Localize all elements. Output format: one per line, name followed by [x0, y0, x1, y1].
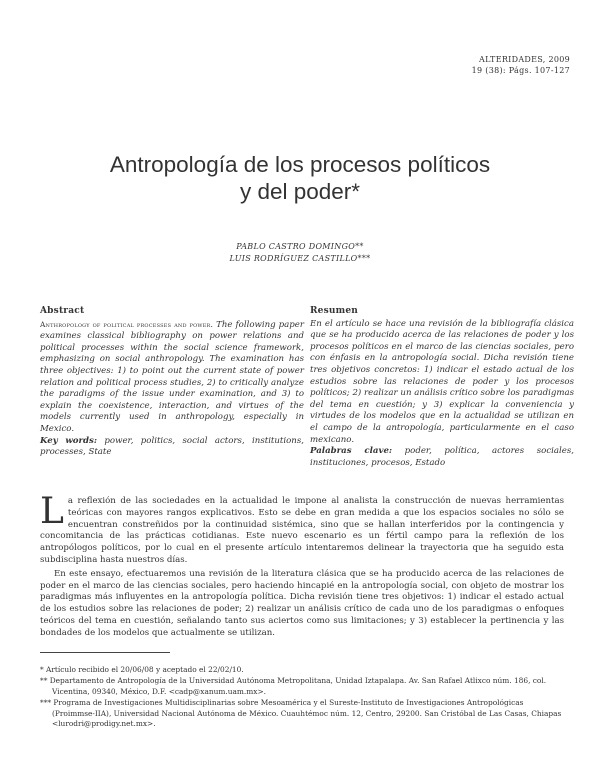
abstract-keywords [40, 436, 304, 459]
palabras-clave-text: poder, política, actores sociales, instituciones, procesos, Estado [310, 446, 574, 468]
abstract-body [40, 319, 304, 436]
footnotes [40, 665, 564, 729]
title-line-2: y del poder* [239, 179, 361, 204]
author-list [0, 241, 600, 265]
palabras-clave-label: Palabras clave: [310, 446, 393, 457]
article-title [0, 151, 600, 205]
abstract-section [40, 306, 304, 459]
abstract-text: The following paper examines classical bibliography on power relations and political processes within the social science framework, emphasizing on social anthropology. The examination has three objectives: 1) to point out the current state of power relation and political process studies, 2) to critically analyze the paradigms of the issue under examination, and 3) to explain the coexistence, interaction, and virtues of the models currently used in anthropology, especially in Mexico. [40, 319, 304, 434]
paragraph-1-text: a reflexión de las sociedades en la actualidad le impone al analista la construcción de nuevas herramientas teóricas con mayores rangos explicativos. Esto se debe en gran medida a que los espacios sociales no sólo se encuentran constreñidos por la continuidad sistémica, sino que se hallan interferidos por la contingencia y concomitancia de las prácticas cotidianas. Este nuevo escenario es un fértil campo para la reflexión de los antropólogos políticos, por lo cual en el presente artículo intentaremos delinear la trayectoria que ha seguido esta subdisciplina hasta nuestros días. [40, 496, 564, 565]
abstract-subtitle: Anthropology of political processes and power. [40, 319, 214, 329]
author-2: LUIS RODRÍGUEZ CASTILLO*** [229, 254, 371, 263]
journal-issue: 19 (38): Págs. 107-127 [471, 66, 570, 75]
footnote-divider [40, 652, 170, 653]
resumen-keywords [310, 446, 574, 469]
resumen-heading: Resumen [310, 306, 359, 316]
keywords-label: Key words: [40, 435, 98, 446]
paragraph-1 [40, 491, 564, 567]
footnote-3: *** Programa de Investigaciones Multidisciplinarias sobre Mesoamérica y el Sureste-Instituto de Investigaciones Antropológicas (Proimmse-IIA), Universidad Nacional Autónoma de México. Cuauhtémoc núm. 12, Centro, 29200. San Cristóbal de Las Casas, Chiapas <lurodri@prodigy.net.mx>. [40, 698, 562, 729]
drop-cap: L [40, 491, 64, 532]
footnote-1: * Artículo recibido el 20/06/08 y aceptado el 22/02/10. [40, 665, 244, 674]
keywords-text: power, politics, social actors, institutions, processes, State [40, 435, 304, 458]
journal-citation [472, 54, 570, 76]
article-body [40, 491, 564, 640]
author-1: PABLO CASTRO DOMINGO** [236, 242, 364, 251]
footnote-2: ** Departamento de Antropología de la Universidad Autónoma Metropolitana, Unidad Iztapalapa. Av. San Rafael Atlixco núm. 186, col. Vicentina, 09340, México, D.F. <cadp@xanum.uam.mx>. [40, 676, 547, 696]
abstract-heading: Abstract [40, 306, 85, 316]
paragraph-2: En este ensayo, efectuaremos una revisión de la literatura clásica que se ha producido acerca de las relaciones de poder en el marco de las ciencias sociales, pero haciendo hincapié en la antropología social, con objeto de mostrar los paradigmas más influyentes en la antropología política. Dicha revisión tiene tres objetivos: 1) indicar el estado actual de los estudios sobre las relaciones de poder; 2) realizar un análisis crítico de cada uno de los paradigmas o enfoques teóricos del tema en cuestión, señalando tanto sus aciertos como sus limitaciones; y 3) establecer la pertinencia y las bondades de los modelos que actualmente se utilizan. [40, 568, 564, 638]
resumen-section [310, 306, 574, 469]
resumen-text: En el artículo se hace una revisión de la bibliografía clásica que se ha producido acerca de las relaciones de poder y los procesos políticos en el marco de las ciencias sociales, pero con énfasis en la antropología social. Dicha revisión tiene tres objetivos concretos: 1) indicar el estado actual de los estudios sobre las relaciones de poder y los procesos políticos; 2) realizar un análisis crítico sobre los paradigmas del tema en cuestión; y 3) explicar la conveniencia y virtudes de los modelos que en la actualidad se utilizan en el campo de la antropología, particularmente en el caso mexicano. [310, 318, 574, 445]
journal-name: ALTERIDADES, 2009 [479, 55, 570, 64]
title-line-1: Antropología de los procesos políticos [109, 152, 491, 177]
